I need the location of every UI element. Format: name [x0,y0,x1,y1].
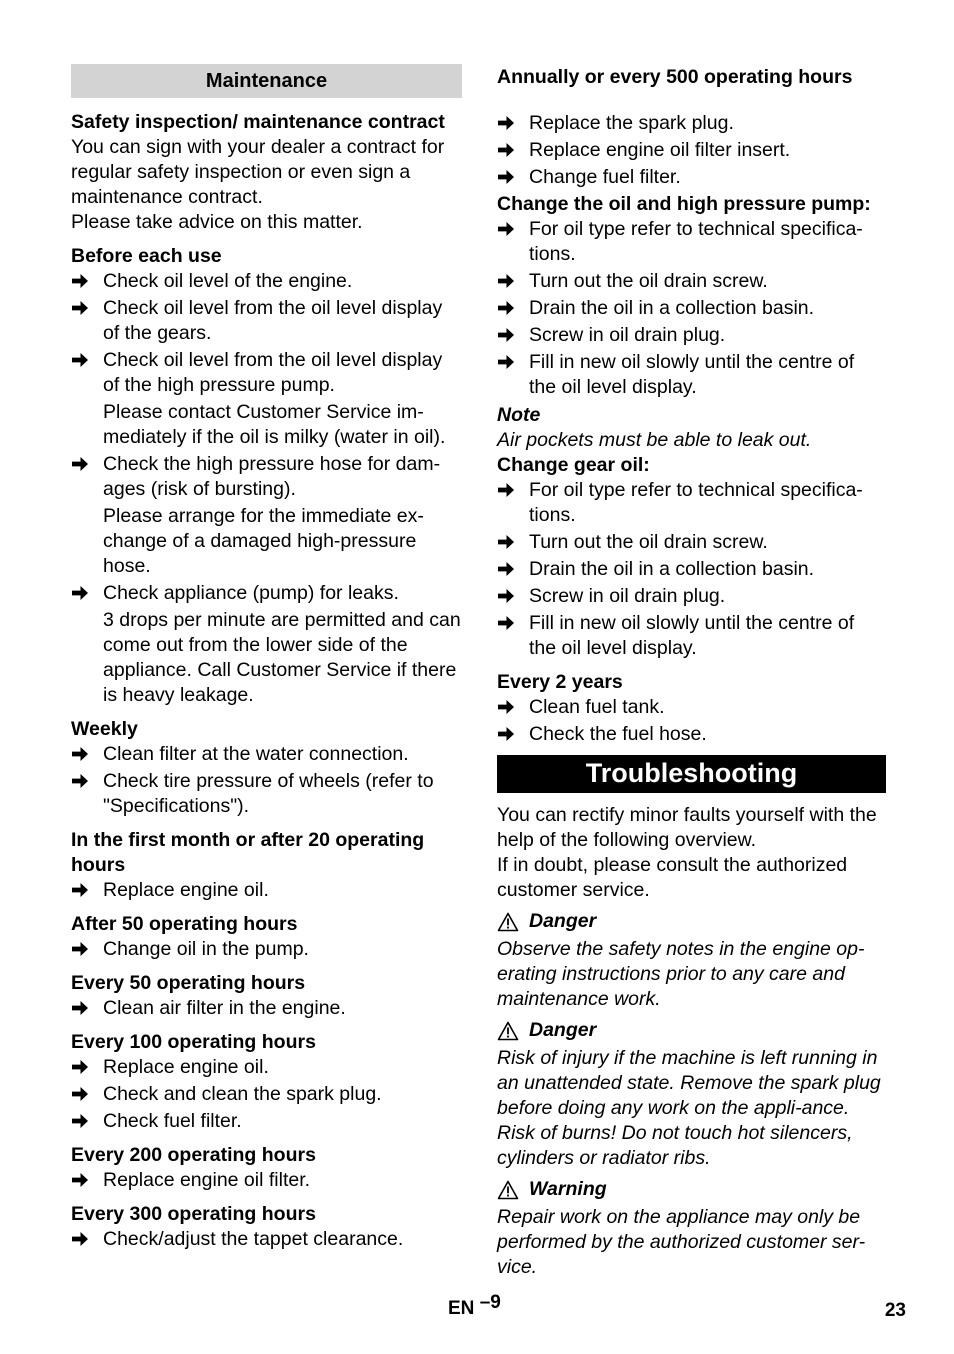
warning-title: Warning [497,1177,886,1202]
arrow-icon [497,115,515,131]
after50-heading: After 50 operating hours [71,913,298,935]
arrow-icon [71,1086,89,1102]
list-item: Check/adjust the tappet clearance. [71,1227,462,1252]
annually-heading: Annually or every 500 operating hours [497,66,853,88]
footer-dash: – [479,1292,491,1313]
list-item: Screw in oil drain plug. [497,323,886,348]
safety-text: You can sign with your dealer a contract for regular safety inspection or even sign a maintenance contract. [71,136,445,208]
first-month-heading: In the first month or after 20 operating hours [71,829,425,876]
list-item: Check oil level from the oil level display of the high pressure pump. [71,348,462,398]
list-item: Check fuel filter. [71,1109,462,1134]
list-item: Fill in new oil slowly until the centre of the oil level display. [497,350,886,400]
list-item: Turn out the oil drain screw. [497,530,886,555]
danger-burns-text: Risk of burns! Do not touch hot silencers, cylinders or radiator ribs. [497,1122,853,1169]
list-item: Change oil in the pump. [71,937,462,962]
arrow-icon [71,1172,89,1188]
list-item: Replace engine oil. [71,1055,462,1080]
arrow-icon [71,1000,89,1016]
before-use-heading: Before each use [71,245,222,267]
arrow-icon [497,354,515,370]
arrow-icon [71,1113,89,1129]
arrow-icon [71,273,89,289]
warning-triangle-icon [497,912,519,932]
danger-title: Danger [497,1018,886,1043]
list-item: Drain the oil in a collection basin. [497,557,886,582]
warning-triangle-icon [497,1021,519,1041]
arrow-icon [71,352,89,368]
list-item: Drain the oil in a collection basin. [497,296,886,321]
footer-lang: EN [448,1298,475,1319]
list-note: Please arrange for the immediate ex-change of a damaged high-pressure hose. [103,505,424,577]
arrow-icon [497,588,515,604]
change-oil-pump-heading: Change the oil and high pressure pump: [497,193,871,215]
list-item: Check the fuel hose. [497,722,886,747]
note-text: Air pockets must be able to leak out. [497,429,812,451]
list-item: Replace engine oil filter. [71,1168,462,1193]
list-item: Check tire pressure of wheels (refer to "Specifications"). [71,769,462,819]
list-item: Clean air filter in the engine. [71,996,462,1021]
left-column [71,64,462,1254]
weekly-heading: Weekly [71,718,138,740]
danger-text: Observe the safety notes in the engine op-erating instructions prior to any care and maintenance work. [497,938,865,1010]
list-item: Check the high pressure hose for dam-ages (risk of bursting). [71,452,462,502]
note-title: Note [497,404,541,426]
arrow-icon [497,169,515,185]
list-item: Replace the spark plug. [497,111,886,136]
list-item: Check oil level of the engine. [71,269,462,294]
list-item: Fill in new oil slowly until the centre of the oil level display. [497,611,886,661]
list-item: For oil type refer to technical specifica-tions. [497,478,886,528]
every2years-heading: Every 2 years [497,671,623,693]
arrow-icon [71,456,89,472]
every100-heading: Every 100 operating hours [71,1031,316,1053]
footer-section-page [448,1292,501,1321]
danger-title: Danger [497,909,886,934]
arrow-icon [71,300,89,316]
troubleshooting-title: Troubleshooting [497,755,886,793]
warning-triangle-icon [497,1180,519,1200]
right-column [497,64,886,1280]
arrow-icon [497,534,515,550]
list-item: Clean fuel tank. [497,695,886,720]
arrow-icon [71,941,89,957]
arrow-icon [497,482,515,498]
arrow-icon [497,699,515,715]
list-item: Change fuel filter. [497,165,886,190]
list-item: Check oil level from the oil level display of the gears. [71,296,462,346]
change-gear-heading: Change gear oil: [497,454,650,476]
every300-heading: Every 300 operating hours [71,1203,316,1225]
warning-text: Repair work on the appliance may only be performed by the authorized customer ser-vice. [497,1206,866,1278]
every200-heading: Every 200 operating hours [71,1144,316,1166]
list-item: Replace engine oil filter insert. [497,138,886,163]
arrow-icon [497,615,515,631]
danger-text: Risk of injury if the machine is left running in an unattended state. Remove the spark plug before doing any work on the appli-ance. [497,1047,881,1119]
arrow-icon [71,746,89,762]
page-number: 23 [884,1300,906,1321]
arrow-icon [497,142,515,158]
list-item: Replace engine oil. [71,878,462,903]
footer-section-number: 9 [490,1292,501,1313]
safety-heading: Safety inspection/ maintenance contract [71,111,445,133]
arrow-icon [497,221,515,237]
list-note: 3 drops per minute are permitted and can come out from the lower side of the appliance. Call Customer Service if there is heavy leakage. [103,609,461,706]
arrow-icon [497,273,515,289]
list-item: Turn out the oil drain screw. [497,269,886,294]
arrow-icon [497,561,515,577]
list-note: Please contact Customer Service im-mediately if the oil is milky (water in oil). [103,401,446,448]
arrow-icon [71,773,89,789]
arrow-icon [71,1059,89,1075]
arrow-icon [497,300,515,316]
arrow-icon [497,726,515,742]
troubleshooting-consult: If in doubt, please consult the authorized customer service. [497,854,848,901]
maintenance-section-title: Maintenance [71,64,462,98]
list-item: For oil type refer to technical specifica-tions. [497,217,886,267]
list-item: Check appliance (pump) for leaks. [71,581,462,606]
arrow-icon [71,882,89,898]
list-item: Clean filter at the water connection. [71,742,462,767]
list-item: Check and clean the spark plug. [71,1082,462,1107]
list-item: Screw in oil drain plug. [497,584,886,609]
troubleshooting-intro: You can rectify minor faults yourself with the help of the following overview. [497,804,877,851]
arrow-icon [497,327,515,343]
every50-heading: Every 50 operating hours [71,972,306,994]
arrow-icon [71,585,89,601]
arrow-icon [71,1231,89,1247]
safety-advice: Please take advice on this matter. [71,211,363,233]
